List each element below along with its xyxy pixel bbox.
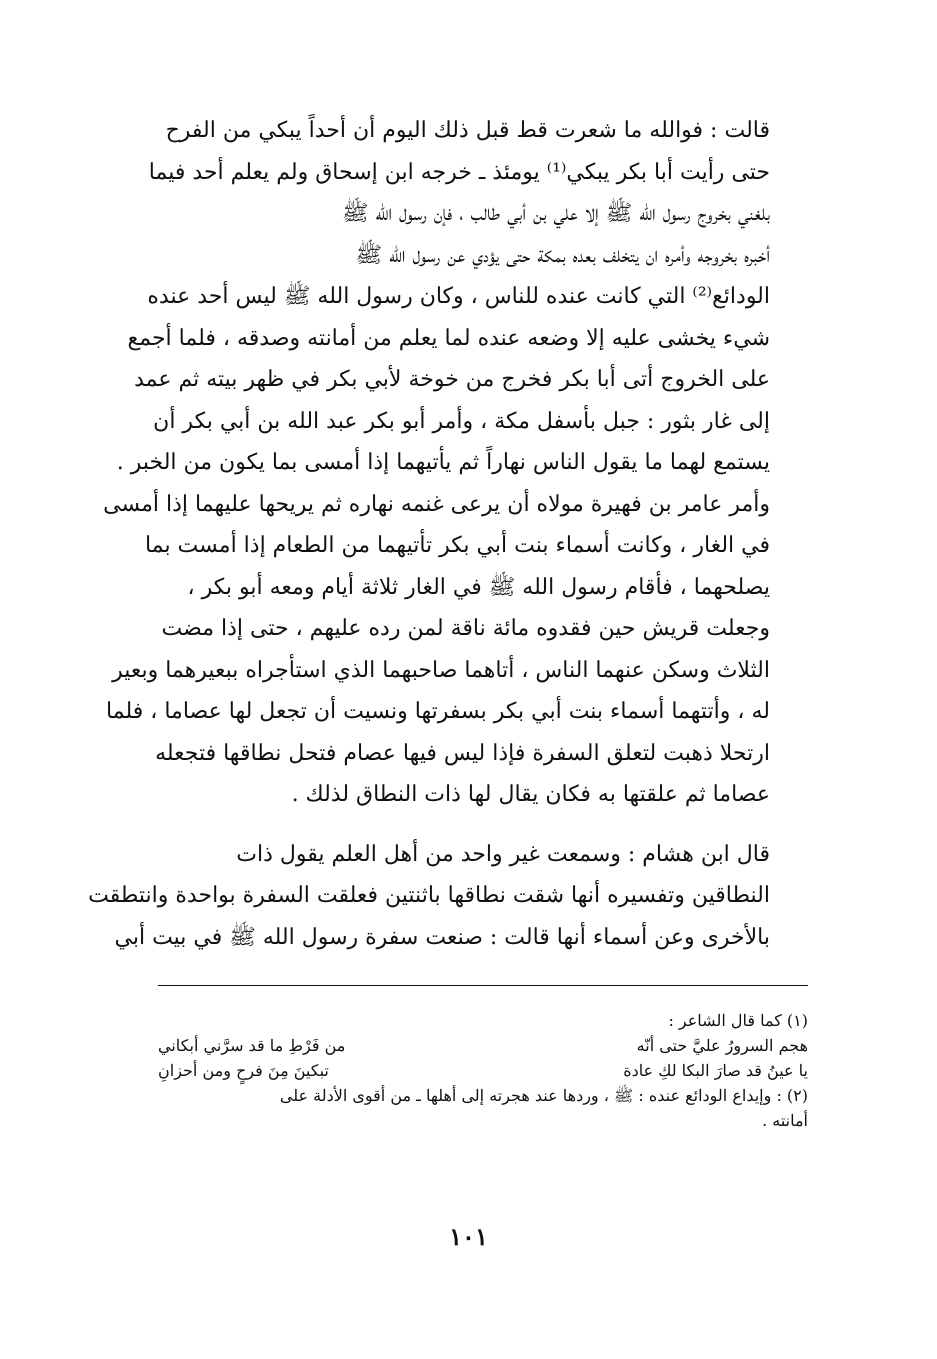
verse-second-hemistich: تبكينَ مِنَ فرحٍ ومن أحزانِ (158, 1061, 329, 1080)
verse-first-hemistich: يا عينُ قد صارَ البكا لكِ عادة (623, 1061, 808, 1080)
text-line: عصاما ثم علقتها به فكان يقال لها ذات النطاق لذلك . (291, 782, 770, 807)
poem-verse-1 (158, 1033, 808, 1058)
text-line: وجعلت قريش حين فقدوه مائة ناقة لمن رده عليهم ، حتى إذا مضت (161, 616, 770, 641)
poem-verse-2 (158, 1058, 808, 1083)
text-line: الودائع⁽²⁾ التي كانت عنده للناس ، وكان رسول الله ﷺ ليس أحد عنده (147, 284, 770, 309)
footnotes (158, 1008, 808, 1133)
page-number: ١٠١ (449, 1222, 488, 1251)
verse-second-hemistich: من فَرْطِ ما قد سرَّني أبكاني (158, 1036, 346, 1055)
text-line: يصلحهما ، فأقام رسول الله ﷺ في الغار ثلاثة أيام ومعه أبو بكر ، (187, 574, 770, 600)
text-line: الثلاث وسكن عنهما الناس ، أتاهما صاحبهما الذي استأجراه ببعيرهما وبعير (112, 657, 770, 683)
main-text (88, 110, 808, 958)
text-line: إلى غار بثور : جبل بأسفل مكة ، وأمر أبو بكر عبد الله بن أبي بكر أن (153, 408, 770, 434)
footnote-2-line-2: أمانته . (762, 1111, 808, 1130)
text-line: وأمر عامر بن فهيرة مولاه أن يرعى غنمه نهاره ثم يريحها عليهما إذا أمسى (103, 491, 770, 517)
text-line: شيء يخشى عليه إلا وضعه عنده لما يعلم من أمانته وصدقه ، فلما أجمع (127, 325, 770, 351)
text-line: ارتحلا ذهبت لتعلق السفرة فإذا ليس فيها عصام فتحل نطاقها فتجعله (155, 740, 770, 766)
paragraph-1 (103, 110, 808, 816)
text-line: بلغني بخروج رسول الله ﷺ إلا علي بن أبي طالب ، فإن رسول الله ﷺ (341, 201, 770, 226)
text-line: قالت : فوالله ما شعرت قط قبل ذلك اليوم أن أحداً يبكي من الفرح (165, 118, 770, 143)
text-line: النطاقين وتفسيره أنها شقت نطاقها باثنتين فعلقت السفرة بواحدة وانتطقت (88, 883, 770, 908)
text-line: بالأخرى وعن أسماء أنها قالت : صنعت سفرة رسول الله ﷺ في بيت أبي (114, 924, 770, 950)
footnote-divider (158, 985, 808, 986)
paragraph-2 (88, 834, 808, 959)
footnote-2-line-1: (٢) : وإيداع الودائع عنده : ﷺ ، وردها عند هجرته إلى أهلها ـ من أقوى الأدلة على (279, 1086, 808, 1105)
verse-first-hemistich: هجم السرورُ عليَّ حتى أنّه (636, 1036, 808, 1055)
text-line: أخبره بخروجه وأمره ان يتخلف بعده بمكة حتى يؤدي عن رسول الله ﷺ (355, 242, 770, 268)
text-line: له ، وأتتهما أسماء بنت أبي بكر بسفرتها ونسيت أن تجعل لها عصاما ، فلما (106, 699, 770, 724)
text-line: يستمع لهما ما يقول الناس نهاراً ثم يأتيهما إذا أمسى بما يكون من الخبر . (116, 450, 770, 475)
footnote-1-intro: (١) كما قال الشاعر : (668, 1011, 808, 1030)
text-line: حتى رأيت أبا بكر يبكي⁽¹⁾ يومئذ ـ خرجه ابن إسحاق ولم يعلم أحد فيما (148, 159, 770, 185)
text-line: قال ابن هشام : وسمعت غير واحد من أهل العلم يقول ذات (236, 841, 770, 867)
text-line: على الخروج أتى أبا بكر فخرج من خوخة لأبي بكر في ظهر بيته ثم عمد (134, 367, 770, 392)
text-line: في الغار ، وكانت أسماء بنت أبي بكر تأتيهما من الطعام إذا أمست بما (145, 533, 770, 558)
